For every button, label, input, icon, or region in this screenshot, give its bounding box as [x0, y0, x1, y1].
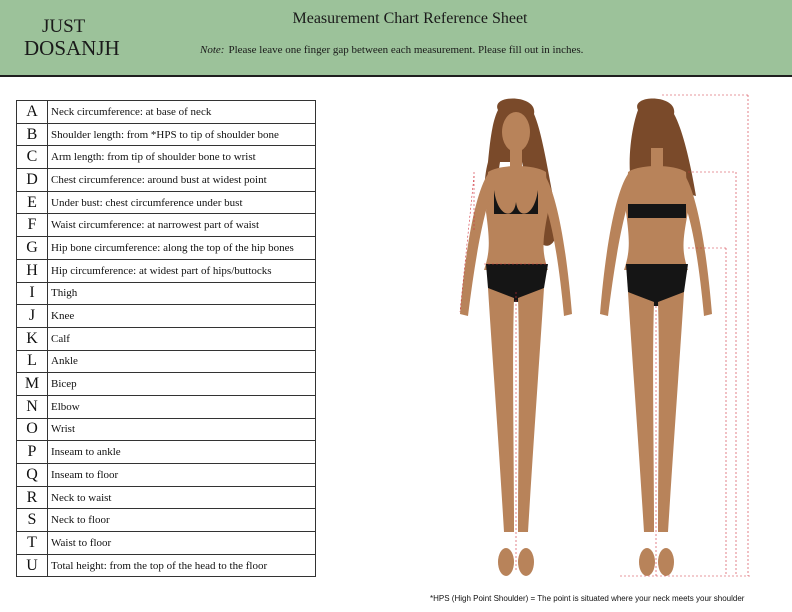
measurement-description: Knee [48, 305, 316, 328]
header-banner [0, 0, 792, 77]
measurement-letter: P [17, 441, 48, 464]
measurement-letter: Q [17, 464, 48, 487]
measurement-row [17, 350, 316, 373]
measurement-description: Bicep [48, 373, 316, 396]
measurement-letter: K [17, 327, 48, 350]
brand-logo-line2: DOSANJH [24, 36, 120, 60]
measurement-description: Elbow [48, 395, 316, 418]
measurement-letter: T [17, 532, 48, 555]
measurement-letter: G [17, 237, 48, 260]
measurement-description: Neck to floor [48, 509, 316, 532]
measurement-row [17, 464, 316, 487]
measurement-row [17, 259, 316, 282]
measurement-row [17, 418, 316, 441]
measurement-row [17, 305, 316, 328]
measurement-letter: S [17, 509, 48, 532]
body-figures-illustration [430, 92, 780, 582]
measurement-description: Calf [48, 327, 316, 350]
measurement-row [17, 237, 316, 260]
measurement-letter: A [17, 101, 48, 124]
measurement-row [17, 373, 316, 396]
measurement-row [17, 123, 316, 146]
measurement-row [17, 191, 316, 214]
measurement-letter: R [17, 486, 48, 509]
measurement-description: Total height: from the top of the head to the floor [48, 554, 316, 577]
measurement-row [17, 146, 316, 169]
measurement-row [17, 441, 316, 464]
measurement-letter: J [17, 305, 48, 328]
measurement-description: Wrist [48, 418, 316, 441]
measurement-letter: E [17, 191, 48, 214]
measurement-description: Neck to waist [48, 486, 316, 509]
measurement-row [17, 554, 316, 577]
brand-logo-line1: JUST [42, 16, 86, 37]
measurement-description: Neck circumference: at base of neck [48, 101, 316, 124]
front-figure [460, 98, 572, 576]
note-label: Note: [200, 44, 225, 56]
measurement-letter: O [17, 418, 48, 441]
brand-logo [24, 16, 120, 60]
measurement-description: Waist circumference: at narrowest part of waist [48, 214, 316, 237]
measurement-letter: I [17, 282, 48, 305]
measurement-letter: B [17, 123, 48, 146]
measurement-row [17, 327, 316, 350]
measurement-letter: C [17, 146, 48, 169]
measurement-letter: D [17, 169, 48, 192]
measurement-letter: F [17, 214, 48, 237]
note-text: Please leave one finger gap between each measurement. Please fill out in inches. [228, 44, 584, 56]
measurement-description: Inseam to ankle [48, 441, 316, 464]
measurement-description: Arm length: from tip of shoulder bone to wrist [48, 146, 316, 169]
measurement-letter: H [17, 259, 48, 282]
measurement-letter: L [17, 350, 48, 373]
measurement-row [17, 486, 316, 509]
measurement-letter: U [17, 554, 48, 577]
measurement-letter: N [17, 395, 48, 418]
back-figure [600, 95, 750, 576]
measurement-description: Thigh [48, 282, 316, 305]
measurement-description: Hip circumference: at widest part of hips/buttocks [48, 259, 316, 282]
measurement-row [17, 282, 316, 305]
measurement-description: Shoulder length: from *HPS to tip of shoulder bone [48, 123, 316, 146]
measurement-letter: M [17, 373, 48, 396]
measurement-row [17, 509, 316, 532]
measurement-description: Under bust: chest circumference under bust [48, 191, 316, 214]
measurement-description: Ankle [48, 350, 316, 373]
measurement-description: Chest circumference: around bust at widest point [48, 169, 316, 192]
measurement-row [17, 532, 316, 555]
page-title: Measurement Chart Reference Sheet [292, 10, 528, 27]
measurement-row [17, 169, 316, 192]
measurement-table [16, 100, 316, 577]
measurement-description: Waist to floor [48, 532, 316, 555]
hps-footnote: *HPS (High Point Shoulder) = The point is situated where your neck meets your shoulder [430, 594, 745, 603]
measurement-row [17, 214, 316, 237]
measurement-description: Inseam to floor [48, 464, 316, 487]
measurement-row [17, 395, 316, 418]
instruction-note [200, 44, 583, 56]
measurement-description: Hip bone circumference: along the top of the hip bones [48, 237, 316, 260]
measurement-row [17, 101, 316, 124]
